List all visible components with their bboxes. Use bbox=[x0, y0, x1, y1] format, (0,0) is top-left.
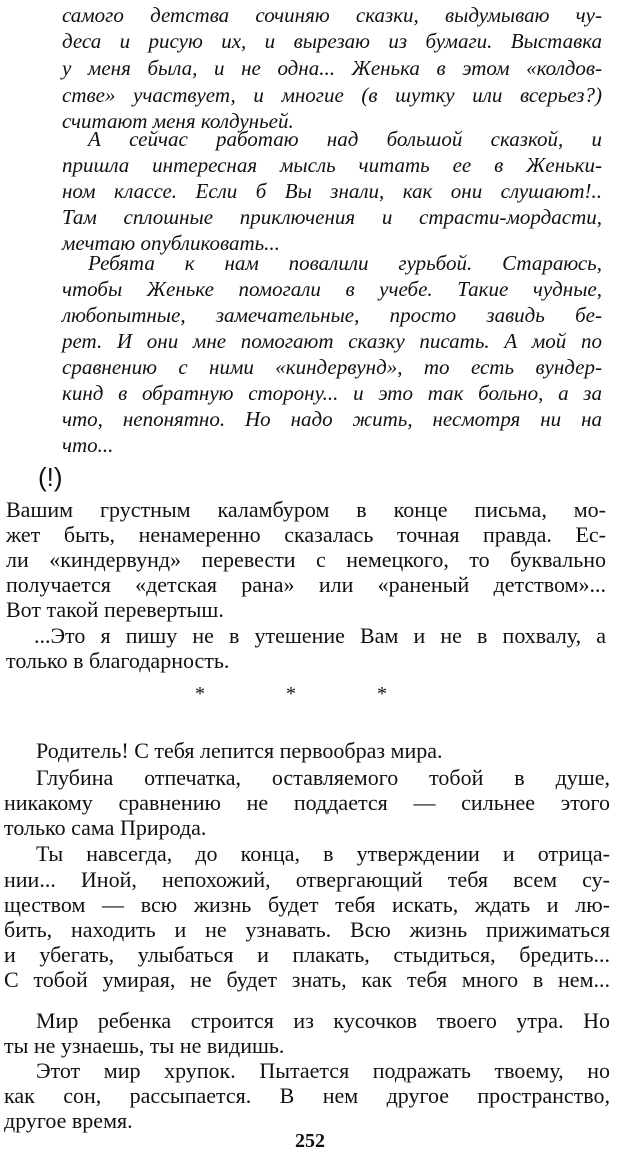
letter-line: самого детства сочиняю сказки, выдумываю чу- bbox=[62, 3, 602, 27]
essay-line: бить, находить и не узнавать. Всю жизнь прижиматься bbox=[4, 917, 610, 942]
letter-line: Ребята к нам повалили гурьбой. Стараюсь, bbox=[88, 251, 602, 275]
letter-line: Там сплошные приключения и страсти-мордасти, bbox=[62, 205, 602, 229]
essay-line: другое время. bbox=[4, 1108, 133, 1133]
letter-line: у меня была, и не одна... Женька в этом «колдов- bbox=[62, 56, 602, 80]
essay-line: С тобой умирая, не будет знать, как тебя много в нем... bbox=[4, 967, 610, 992]
letter-line: мечтаю опубликовать... bbox=[62, 231, 280, 255]
reply-line: Вот такой перевертыш. bbox=[6, 597, 224, 622]
essay-line: Ты навсегда, до конца, в утверждении и отрица- bbox=[36, 841, 610, 866]
reply-line: получается «детская рана» или «раненый детством»... bbox=[6, 572, 606, 597]
letter-line: пришла интересная мысль читать ее в Женьки- bbox=[62, 153, 602, 177]
letter-line: считают меня колдуньей. bbox=[62, 109, 294, 133]
essay-line: ществом — всю жизнь будет тебя искать, ждать и лю- bbox=[4, 892, 610, 917]
essay-line: ты не узнаешь, ты не видишь. bbox=[4, 1033, 285, 1058]
essay-line: Этот мир хрупок. Пытается подражать твоему, но bbox=[36, 1058, 610, 1083]
reply-line: жет быть, ненамеренно сказалась точная правда. Ес- bbox=[6, 522, 606, 547]
essay-line: никакому сравнению не поддается — сильнее этого bbox=[4, 790, 610, 815]
letter-line: А сейчас работаю над большой сказкой, и bbox=[88, 127, 602, 151]
essay-line: Мир ребенка строится из кусочков твоего утра. Но bbox=[36, 1008, 610, 1033]
page-number: 252 bbox=[295, 1130, 325, 1152]
essay-line: как сон, рассыпается. В нем другое пространство, bbox=[4, 1083, 610, 1108]
essay-line: Родитель! С тебя лепится первообраз мира. bbox=[36, 738, 443, 763]
essay-line: нии... Иной, непохожий, отвергающий тебя всем су- bbox=[4, 867, 610, 892]
reply-line: Вашим грустным каламбуром в конце письма, мо- bbox=[6, 497, 606, 522]
letter-line: ном классе. Если б Вы знали, как они слушают!.. bbox=[62, 179, 602, 203]
reply-line: ...Это я пишу не в утешение Вам и не в похвалу, а bbox=[34, 623, 606, 648]
essay-line: Глубина отпечатка, оставляемого тобой в душе, bbox=[36, 765, 610, 790]
letter-line: сравнению с ними «киндервунд», то есть вундер- bbox=[62, 355, 602, 379]
reply-marker: (!) bbox=[38, 462, 63, 492]
reply-line: ли «киндервунд» перевести с немецкого, то буквально bbox=[6, 547, 606, 572]
letter-line: стве» участвует, и многие (в шутку или всерьез?) bbox=[62, 83, 602, 107]
letter-line: что... bbox=[62, 433, 114, 457]
letter-line: деса и рисую их, и вырезаю из бумаги. Выставка bbox=[62, 29, 602, 53]
letter-line: рет. И они мне помогают сказку писать. А мой по bbox=[62, 329, 602, 353]
letter-line: кинд в обратную сторону... и это так больно, а за bbox=[62, 381, 602, 405]
essay-line: и убегать, улыбаться и плакать, стыдиться, бредить... bbox=[4, 942, 610, 967]
letter-line: любопытные, замечательные, просто завидь бе- bbox=[62, 303, 602, 327]
reply-line: только в благодарность. bbox=[6, 648, 230, 673]
essay-line: только сама Природа. bbox=[4, 815, 207, 840]
letter-line: чтобы Женьке помогали в учебе. Такие чудные, bbox=[62, 277, 602, 301]
section-separator: * * * bbox=[195, 683, 425, 705]
letter-line: что, непонятно. Но надо жить, несмотря ни на bbox=[62, 407, 602, 431]
